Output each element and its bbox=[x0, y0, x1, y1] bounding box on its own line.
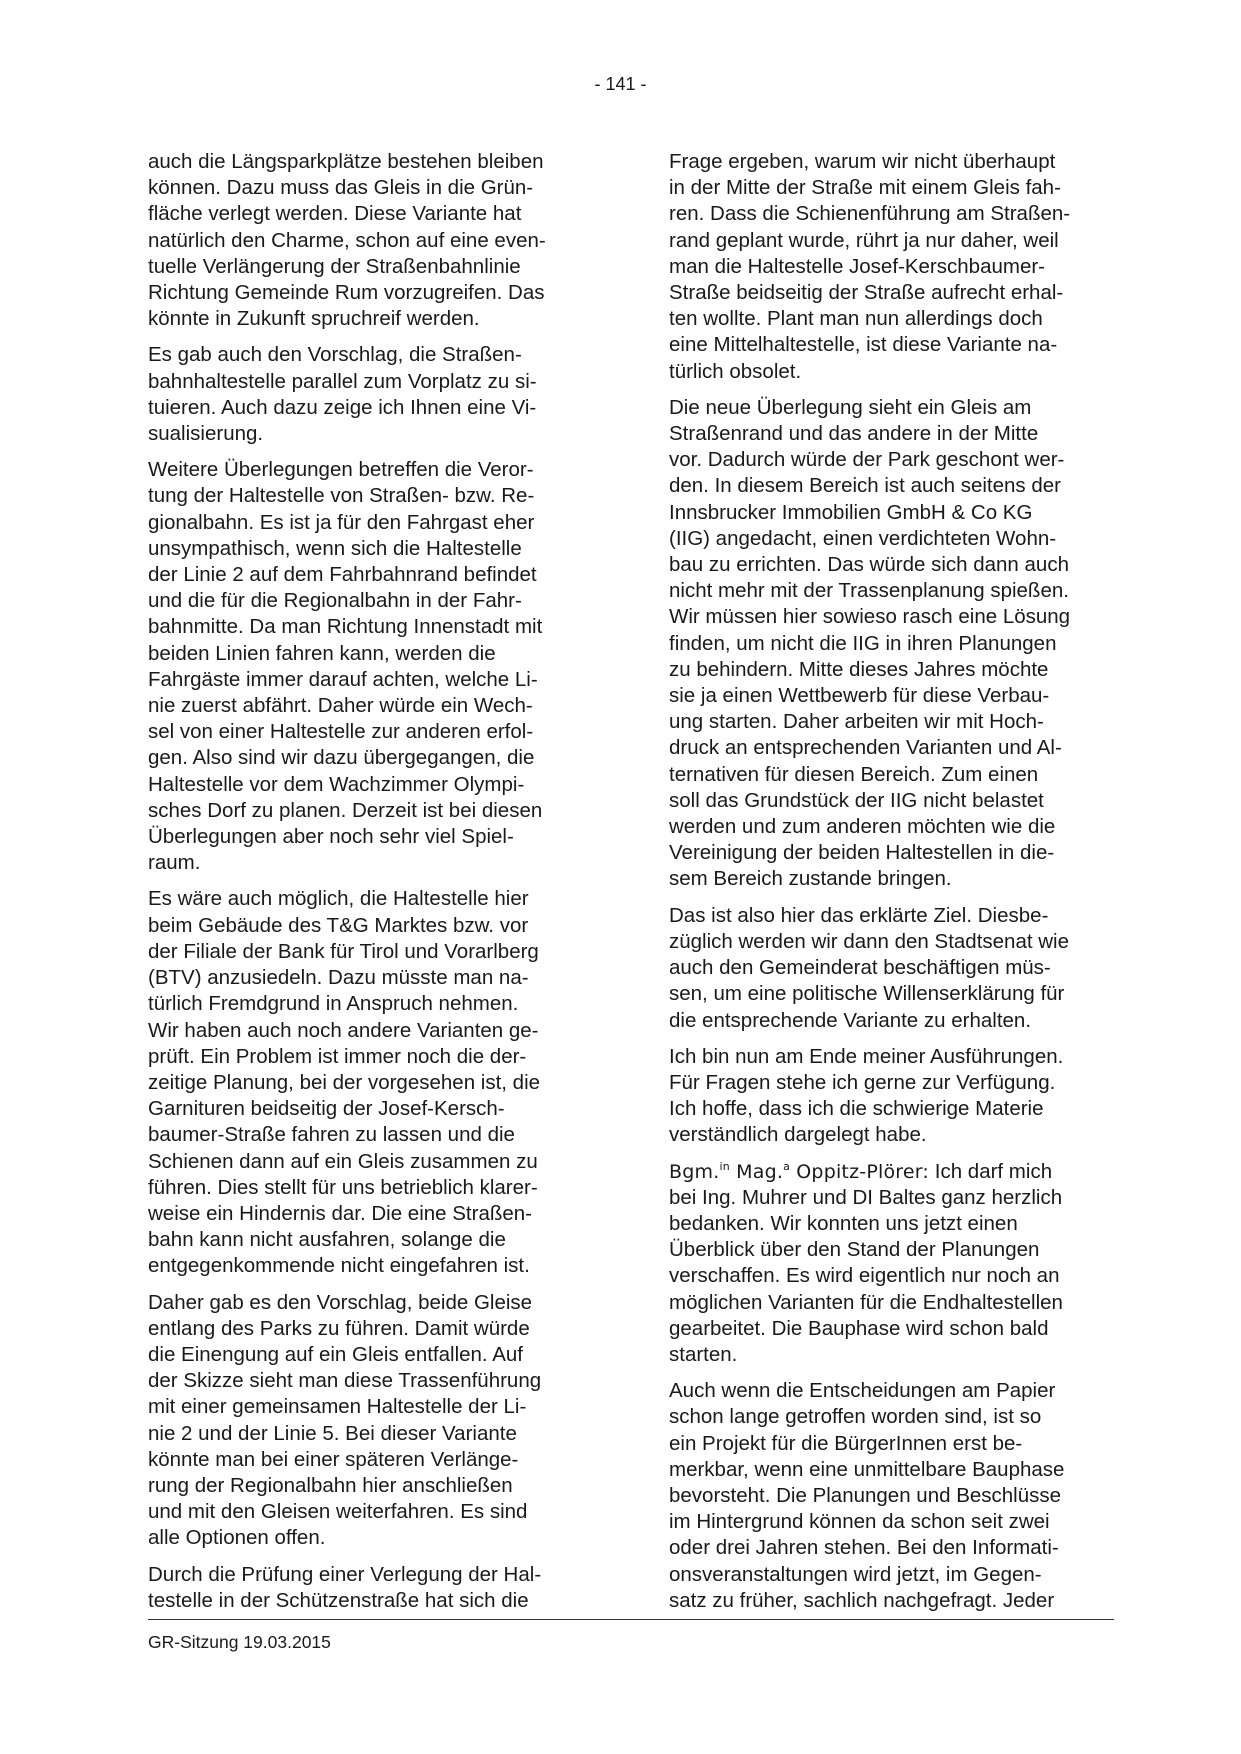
paragraph-line: türlich obsolet. bbox=[669, 359, 802, 383]
paragraph bbox=[669, 1044, 1117, 1149]
paragraph-line: bahnmitte. Da man Richtung Innenstadt mit bbox=[148, 615, 543, 639]
paragraph-line: zeitige Planung, bei der vorgesehen ist, die bbox=[148, 1070, 541, 1094]
paragraph-line: Haltestelle vor dem Wachzimmer Olympi- bbox=[148, 772, 525, 796]
paragraph-line: bedanken. Wir konnten uns jetzt einen bbox=[669, 1211, 1018, 1235]
paragraph-line: bahnhaltestelle parallel zum Vorplatz zu si- bbox=[148, 369, 537, 393]
paragraph-line: nie zuerst abfährt. Daher würde ein Wech- bbox=[148, 694, 533, 718]
page-number: - 141 - bbox=[594, 74, 647, 94]
paragraph-line: ein Projekt für die BürgerInnen erst be- bbox=[669, 1431, 1023, 1455]
paragraph-line: entlang des Parks zu führen. Damit würde bbox=[148, 1316, 530, 1340]
paragraph-line: unsympathisch, wenn sich die Haltestelle bbox=[148, 536, 522, 560]
paragraph-line: sches Dorf zu planen. Derzeit ist bei diesen bbox=[148, 798, 543, 822]
paragraph-line: onsveranstaltungen wird jetzt, im Gegen- bbox=[669, 1562, 1042, 1586]
paragraph-line: den. In diesem Bereich ist auch seitens der bbox=[669, 474, 1061, 498]
paragraph-line: Überblick über den Stand der Planungen bbox=[669, 1238, 1040, 1262]
paragraph-line: Daher gab es den Vorschlag, beide Gleise bbox=[148, 1290, 533, 1314]
paragraph-line: tuelle Verlängerung der Straßenbahnlinie bbox=[148, 254, 521, 278]
speaker-name: Bgm.$^{in}$ Mag.$^a$ Oppitz-Plörer: bbox=[669, 1159, 930, 1183]
paragraph-line: vor. Dadurch würde der Park geschont wer- bbox=[669, 448, 1065, 472]
right-column bbox=[669, 149, 1117, 1624]
paragraph-line: merkbar, wenn eine unmittelbare Bauphase bbox=[669, 1457, 1065, 1481]
paragraph-line: raum. bbox=[148, 851, 201, 875]
speaker-paragraph bbox=[669, 1159, 1117, 1369]
paragraph-line: ung starten. Daher arbeiten wir mit Hoch- bbox=[669, 710, 1044, 734]
paragraph-line: Durch die Prüfung einer Verlegung der Hal- bbox=[148, 1562, 542, 1586]
paragraph-line: Überlegungen aber noch sehr viel Spiel- bbox=[148, 825, 514, 849]
paragraph-line: (BTV) anzusiedeln. Dazu müsste man na- bbox=[148, 966, 529, 990]
paragraph-line: Das ist also hier das erklärte Ziel. Diesbe- bbox=[669, 903, 1049, 927]
paragraph-line: sualisierung. bbox=[148, 422, 264, 446]
paragraph bbox=[148, 1290, 596, 1552]
paragraph-line: oder drei Jahren stehen. Bei den Informati- bbox=[669, 1536, 1059, 1560]
paragraph-line: gen. Also sind wir dazu übergegangen, die bbox=[148, 746, 535, 770]
paragraph-line: Wir haben auch noch andere Varianten ge- bbox=[148, 1018, 539, 1042]
paragraph-line: zu behindern. Mitte dieses Jahres möchte bbox=[669, 657, 1049, 681]
paragraph-line: ten wollte. Plant man nun allerdings doch bbox=[669, 307, 1043, 331]
paragraph-line: sie ja einen Wettbewerb für diese Verbau- bbox=[669, 684, 1050, 708]
paragraph-line: türlich Fremdgrund in Anspruch nehmen. bbox=[148, 992, 519, 1016]
paragraph-line: Es gab auch den Vorschlag, die Straßen- bbox=[148, 343, 522, 367]
paragraph-line: ternativen für diesen Bereich. Zum einen bbox=[669, 762, 1039, 786]
paragraph-line: bevorsteht. Die Planungen und Beschlüsse bbox=[669, 1483, 1062, 1507]
paragraph-line: die entsprechende Variante zu erhalten. bbox=[669, 1008, 1032, 1032]
paragraph-line: (IIG) angedacht, einen verdichteten Wohn- bbox=[669, 526, 1057, 550]
paragraph-line: der Linie 2 auf dem Fahrbahnrand befindet bbox=[148, 563, 537, 587]
paragraph-line: Vereinigung der beiden Haltestellen in die- bbox=[669, 841, 1055, 865]
paragraph-line: Garnituren beidseitig der Josef-Kersch- bbox=[148, 1097, 505, 1121]
paragraph-line: auch den Gemeinderat beschäftigen müs- bbox=[669, 956, 1051, 980]
paragraph-line: Es wäre auch möglich, die Haltestelle hier bbox=[148, 887, 529, 911]
paragraph-line: nicht mehr mit der Trassenplanung spießen. bbox=[669, 579, 1069, 603]
paragraph bbox=[148, 1562, 596, 1614]
paragraph-line: Fahrgäste immer darauf achten, welche Li- bbox=[148, 667, 538, 691]
paragraph-line: eine Mittelhaltestelle, ist diese Variante na- bbox=[669, 333, 1058, 357]
paragraph-line: führen. Dies stellt für uns betrieblich klarer- bbox=[148, 1175, 538, 1199]
paragraph-line: weise ein Hindernis dar. Die eine Straßen- bbox=[148, 1201, 532, 1225]
paragraph-line: könnte in Zukunft spruchreif werden. bbox=[148, 307, 480, 331]
paragraph-line: mit einer gemeinsamen Haltestelle der Li- bbox=[148, 1395, 527, 1419]
paragraph-line: Weitere Überlegungen betreffen die Veror- bbox=[148, 458, 534, 482]
paragraph-line: natürlich den Charme, schon auf eine even- bbox=[148, 228, 546, 252]
paragraph bbox=[148, 149, 596, 332]
paragraph-line: beiden Linien fahren kann, werden die bbox=[148, 641, 496, 665]
paragraph bbox=[669, 903, 1117, 1034]
paragraph-line: starten. bbox=[669, 1342, 738, 1366]
paragraph-line: möglichen Varianten für die Endhaltestellen bbox=[669, 1290, 1063, 1314]
paragraph-line: der Skizze sieht man diese Trassenführung bbox=[148, 1369, 542, 1393]
paragraph-line: in der Mitte der Straße mit einem Gleis fah- bbox=[669, 176, 1061, 200]
paragraph-line: bau zu errichten. Das würde sich dann auch bbox=[669, 553, 1069, 577]
paragraph-line: Ich bin nun am Ende meiner Ausführungen. bbox=[669, 1044, 1064, 1068]
paragraph-line: sen, um eine politische Willenserklärung für bbox=[669, 982, 1065, 1006]
paragraph-line: der Filiale der Bank für Tirol und Vorarlberg bbox=[148, 939, 539, 963]
paragraph-line: man die Haltestelle Josef-Kerschbaumer- bbox=[669, 254, 1045, 278]
paragraph-line: und mit den Gleisen weiterfahren. Es sind bbox=[148, 1500, 528, 1524]
paragraph-line: tung der Haltestelle von Straßen- bzw. Re- bbox=[148, 484, 535, 508]
paragraph-line: bahn kann nicht ausfahren, solange die bbox=[148, 1228, 506, 1252]
paragraph-line: Auch wenn die Entscheidungen am Papier bbox=[669, 1379, 1056, 1403]
paragraph-line: verständlich dargelegt habe. bbox=[669, 1123, 927, 1147]
paragraph-line: beim Gebäude des T&G Marktes bzw. vor bbox=[148, 913, 529, 937]
paragraph-line: im Hintergrund können da schon seit zwei bbox=[669, 1510, 1050, 1534]
paragraph-line: Innsbrucker Immobilien GmbH & Co KG bbox=[669, 500, 1033, 524]
paragraph-line: Straße beidseitig der Straße aufrecht erhal- bbox=[669, 281, 1064, 305]
paragraph-line: die Einengung auf ein Gleis entfallen. Auf bbox=[148, 1342, 523, 1366]
paragraph-line: gionalbahn. Es ist ja für den Fahrgast eher bbox=[148, 510, 535, 534]
footer-divider bbox=[148, 1619, 1114, 1620]
paragraph-line: Bgm.$^{in}$ Mag.$^a$ Oppitz-Plörer: Ich darf mich bbox=[669, 1159, 1053, 1183]
paragraph-line: Ich hoffe, dass ich die schwierige Materie bbox=[669, 1097, 1044, 1121]
paragraph-line: gearbeitet. Die Bauphase wird schon bald bbox=[669, 1316, 1049, 1340]
paragraph-line: Wir müssen hier sowieso rasch eine Lösung bbox=[669, 605, 1071, 629]
paragraph-line: werden und zum anderen möchten wie die bbox=[669, 815, 1056, 839]
paragraph-line: tuieren. Auch dazu zeige ich Ihnen eine Vi- bbox=[148, 395, 537, 419]
paragraph-line: züglich werden wir dann den Stadtsenat wie bbox=[669, 929, 1069, 953]
paragraph-line: fläche verlegt werden. Diese Variante hat bbox=[148, 202, 522, 226]
left-column bbox=[148, 149, 596, 1624]
paragraph-line: testelle in der Schützenstraße hat sich die bbox=[148, 1588, 529, 1612]
paragraph-line: schon lange getroffen worden sind, ist so bbox=[669, 1405, 1042, 1429]
paragraph-line: könnte man bei einer späteren Verlänge- bbox=[148, 1447, 519, 1471]
footer-session-date: GR-Sitzung 19.03.2015 bbox=[148, 1632, 331, 1652]
paragraph-line: nie 2 und der Linie 5. Bei dieser Variante bbox=[148, 1421, 517, 1445]
paragraph-line: können. Dazu muss das Gleis in die Grün- bbox=[148, 176, 534, 200]
paragraph-line: prüft. Ein Problem ist immer noch die der- bbox=[148, 1044, 527, 1068]
paragraph-line: verschaffen. Es wird eigentlich nur noch an bbox=[669, 1264, 1060, 1288]
paragraph-line: Richtung Gemeinde Rum vorzugreifen. Das bbox=[148, 281, 545, 305]
paragraph-line: Die neue Überlegung sieht ein Gleis am bbox=[669, 395, 1032, 419]
paragraph bbox=[669, 395, 1117, 893]
paragraph-line: und die für die Regionalbahn in der Fahr- bbox=[148, 589, 522, 613]
paragraph-line: alle Optionen offen. bbox=[148, 1526, 326, 1550]
paragraph-line: bei Ing. Muhrer und DI Baltes ganz herzlich bbox=[669, 1185, 1063, 1209]
paragraph-line: finden, um nicht die IIG in ihren Planungen bbox=[669, 631, 1057, 655]
paragraph bbox=[148, 457, 596, 876]
paragraph-line: baumer-Straße fahren zu lassen und die bbox=[148, 1123, 515, 1147]
paragraph-line: rand geplant wurde, rührt ja nur daher, weil bbox=[669, 228, 1059, 252]
paragraph-line: ren. Dass die Schienenführung am Straßen- bbox=[669, 202, 1071, 226]
paragraph-line: auch die Längsparkplätze bestehen bleiben bbox=[148, 150, 544, 173]
paragraph bbox=[148, 886, 596, 1279]
paragraph-line: satz zu früher, sachlich nachgefragt. Jeder bbox=[669, 1588, 1055, 1612]
paragraph-line: Schienen dann auf ein Gleis zusammen zu bbox=[148, 1149, 538, 1173]
paragraph bbox=[669, 1378, 1117, 1614]
paragraph-line: Frage ergeben, warum wir nicht überhaupt bbox=[669, 150, 1056, 173]
paragraph bbox=[669, 149, 1117, 385]
paragraph-line: sel von einer Haltestelle zur anderen erfol- bbox=[148, 720, 534, 744]
paragraph-line: soll das Grundstück der IIG nicht belastet bbox=[669, 788, 1044, 812]
paragraph-line: entgegenkommende nicht eingefahren ist. bbox=[148, 1254, 530, 1278]
paragraph-line: Straßenrand und das andere in der Mitte bbox=[669, 422, 1039, 446]
paragraph-line: druck an entsprechenden Varianten und Al- bbox=[669, 736, 1062, 760]
paragraph bbox=[148, 342, 596, 447]
paragraph-line: rung der Regionalbahn hier anschließen bbox=[148, 1473, 513, 1497]
paragraph-line: sem Bereich zustande bringen. bbox=[669, 867, 952, 891]
paragraph-line: Für Fragen stehe ich gerne zur Verfügung. bbox=[669, 1070, 1056, 1094]
